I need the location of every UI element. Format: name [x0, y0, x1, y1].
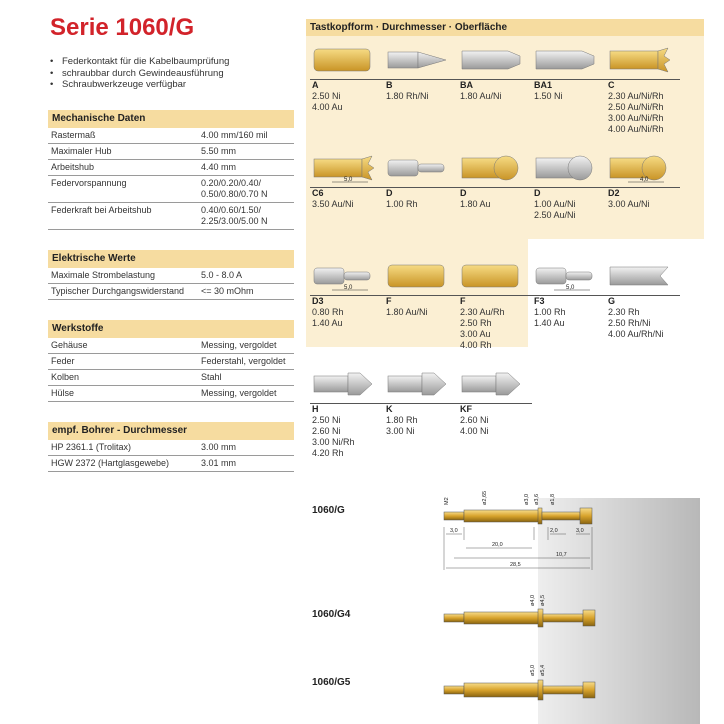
table-row — [48, 338, 294, 354]
tip-shape-label: F — [384, 295, 458, 307]
table-row — [48, 456, 294, 472]
row-value: Federstahl, vergoldet — [201, 356, 286, 366]
feature-item: • schraubbar durch Gewindeausführung — [50, 68, 229, 80]
table-row — [48, 440, 294, 456]
row-key: Rastermaß — [51, 130, 96, 140]
tip-shape-cell — [532, 151, 606, 221]
tip-shape-cell — [458, 43, 532, 102]
table-row — [48, 370, 294, 386]
row-key: HP 2361.1 (Trolitax) — [51, 442, 132, 452]
table-row — [48, 160, 294, 176]
section-heading: Werkstoffe — [48, 320, 294, 338]
tip-shape-icon — [606, 151, 676, 185]
row-value: 3.00 mm — [201, 442, 237, 452]
electrical-values-section — [48, 250, 294, 300]
dim-label: ø4,0 — [530, 594, 536, 606]
tip-panel-heading: Tastkopfform · Durchmesser · Oberfläche — [306, 19, 704, 36]
row-key: Federvorspannung — [51, 178, 127, 188]
tip-shape-label: D3 — [310, 295, 384, 307]
tip-shape-label: C6 — [310, 187, 384, 199]
row-key: HGW 2372 (Hartglasgewebe) — [51, 458, 170, 468]
tip-shape-icon — [310, 259, 380, 293]
model-label: 1060/G4 — [312, 609, 351, 620]
dim-label: 3,0 — [576, 528, 584, 534]
dim-label: ø1,8 — [550, 493, 556, 505]
tip-shape-label: H — [310, 403, 384, 415]
tip-shape-cell — [384, 259, 458, 318]
table-row — [48, 284, 294, 300]
row-value: 4.40 mm — [201, 162, 237, 172]
dim-label: 5,0 — [344, 177, 353, 183]
tip-shape-values: 1.80 Rh/Ni — [386, 91, 429, 101]
dim-label: 20,0 — [492, 542, 503, 548]
tip-shape-icon — [384, 151, 454, 185]
dim-label: 3,0 — [450, 528, 458, 534]
section-heading: Mechanische Daten — [48, 110, 294, 128]
tip-shape-icon — [384, 43, 454, 77]
row-value: 4.00 mm/160 mil — [201, 130, 268, 140]
dim-label: ø3,0 — [524, 493, 530, 505]
tip-shape-values: 2.30 Au/Rh 2.50 Rh 3.00 Au 4.00 Rh — [460, 307, 505, 350]
tip-shape-cell — [384, 43, 458, 102]
tip-shape-icon — [606, 259, 676, 293]
row-key: Maximaler Hub — [51, 146, 112, 156]
feature-item: • Schraubwerkzeuge verfügbar — [50, 79, 229, 91]
tip-shape-values: 1.80 Rh 3.00 Ni — [386, 415, 418, 436]
tip-shape-label: KF — [458, 403, 532, 415]
dim-label: M2 — [444, 497, 450, 505]
table-row — [48, 128, 294, 144]
dim-label: ø3,6 — [534, 493, 540, 505]
model-label: 1060/G5 — [312, 677, 351, 688]
tip-shape-values: 1.00 Rh — [386, 199, 418, 209]
table-row — [48, 354, 294, 370]
tip-shape-values: 3.50 Au/Ni — [312, 199, 354, 209]
tip-shape-icon — [458, 151, 528, 185]
row-key: Typischer Durchgangswiderstand — [51, 286, 185, 296]
tip-shape-icon — [532, 151, 602, 185]
tip-shape-icon — [532, 259, 602, 293]
row-key: Feder — [51, 356, 75, 366]
tip-shape-label: D2 — [606, 187, 680, 199]
dim-label: ø4,5 — [540, 594, 546, 606]
table-row — [48, 176, 294, 203]
tip-shape-values: 1.00 Au/Ni 2.50 Au/Ni — [534, 199, 576, 220]
tip-shape-icon — [310, 367, 380, 401]
tip-shape-label: C — [606, 79, 680, 91]
dim-label: 4,0 — [640, 177, 649, 183]
tip-shape-values: 1.80 Au/Ni — [460, 91, 502, 101]
table-row — [48, 386, 294, 402]
row-key: Kolben — [51, 372, 80, 382]
tip-shape-values: 2.50 Ni 4.00 Au — [312, 91, 343, 112]
tip-shape-values: 2.30 Au/Ni/Rh 2.50 Au/Ni/Rh 3.00 Au/Ni/Rh 4.00 Au/Ni/Rh — [608, 91, 664, 134]
drill-diameter-section — [48, 422, 294, 472]
tip-shape-icon — [458, 259, 528, 293]
dim-label: ø5,4 — [540, 664, 546, 676]
tip-shape-cell — [310, 151, 384, 210]
row-key: Hülse — [51, 388, 75, 398]
dim-label: 5,0 — [566, 285, 575, 291]
tip-shape-cell — [606, 259, 680, 340]
section-heading: Elektrische Werte — [48, 250, 294, 268]
tip-shape-values: 2.50 Ni 2.60 Ni 3.00 Ni/Rh 4.20 Rh — [312, 415, 355, 458]
tip-shape-label: D — [384, 187, 458, 199]
dim-label: ø2,65 — [482, 490, 488, 505]
row-value: <= 30 mOhm — [201, 286, 254, 296]
page-title: Serie 1060/G — [50, 14, 195, 41]
tip-shape-cell — [532, 43, 606, 102]
row-value: Stahl — [201, 372, 222, 382]
tip-shape-label: G — [606, 295, 680, 307]
row-value: Messing, vergoldet — [201, 340, 277, 350]
dim-label: ø5,0 — [530, 664, 536, 676]
tip-shapes-panel — [306, 19, 704, 458]
feature-list — [50, 56, 229, 91]
tip-shape-values: 1.00 Rh 1.40 Au — [534, 307, 566, 328]
tip-shape-icon — [310, 151, 380, 185]
tip-shape-values: 1.80 Au — [460, 199, 491, 209]
tip-shape-cell — [458, 151, 532, 210]
tip-shape-cell — [310, 259, 384, 329]
tip-shape-icon — [384, 259, 454, 293]
row-value: 3.01 mm — [201, 458, 237, 468]
row-value: 5.0 - 8.0 A — [201, 270, 243, 280]
row-key: Arbeitshub — [51, 162, 95, 172]
materials-section — [48, 320, 294, 402]
tip-shape-values: 2.30 Rh 2.50 Rh/Ni 4.00 Au/Rh/Ni — [608, 307, 664, 339]
tip-shape-values: 1.50 Ni — [534, 91, 563, 101]
tip-shape-cell — [606, 151, 680, 210]
tip-shape-values: 3.00 Au/Ni — [608, 199, 650, 209]
row-value: 5.50 mm — [201, 146, 237, 156]
row-value: 0.40/0.60/1.50/ 2.25/3.00/5.00 N — [201, 205, 268, 226]
tip-shape-icon — [310, 43, 380, 77]
tip-shape-cell — [606, 43, 680, 135]
table-row — [48, 203, 294, 230]
table-row — [48, 268, 294, 284]
tip-shape-values: 0.80 Rh 1.40 Au — [312, 307, 344, 328]
tip-shape-label: BA1 — [532, 79, 606, 91]
tip-shape-cell — [384, 151, 458, 210]
tip-shape-label: D — [532, 187, 606, 199]
row-key: Federkraft bei Arbeitshub — [51, 205, 152, 215]
tip-shape-icon — [606, 43, 676, 77]
tip-shape-cell — [458, 367, 532, 437]
table-row — [48, 144, 294, 160]
tip-shape-values: 1.80 Au/Ni — [386, 307, 428, 317]
row-value: Messing, vergoldet — [201, 388, 277, 398]
tip-shape-cell — [458, 259, 532, 351]
tip-shape-cell — [384, 367, 458, 437]
tip-shape-icon — [384, 367, 454, 401]
tip-shape-label: A — [310, 79, 384, 91]
tip-shape-label: D — [458, 187, 532, 199]
tip-shape-values: 2.60 Ni 4.00 Ni — [460, 415, 489, 436]
dim-label: 10,7 — [556, 552, 567, 558]
tip-shape-label: B — [384, 79, 458, 91]
tip-shape-label: F3 — [532, 295, 606, 307]
mechanical-data-section — [48, 110, 294, 230]
tip-shape-icon — [532, 43, 602, 77]
row-value: 0.20/0.20/0.40/ 0.50/0.80/0.70 N — [201, 178, 268, 199]
tip-shape-label: F — [458, 295, 532, 307]
dim-label: 28,5 — [510, 562, 521, 568]
feature-item: • Federkontakt für die Kabelbaumprüfung — [50, 56, 229, 68]
tip-shape-icon — [458, 367, 528, 401]
dim-label: 5,0 — [344, 285, 353, 291]
tip-shape-cell — [310, 43, 384, 113]
tip-shape-cell — [310, 367, 384, 459]
tip-shape-cell — [532, 259, 606, 329]
model-label: 1060/G — [312, 505, 345, 516]
section-heading: empf. Bohrer - Durchmesser — [48, 422, 294, 440]
dim-label: 2,0 — [550, 528, 558, 534]
tip-shape-label: BA — [458, 79, 532, 91]
row-key: Gehäuse — [51, 340, 88, 350]
row-key: Maximale Strombelastung — [51, 270, 156, 280]
technical-drawing — [430, 470, 700, 724]
tip-shape-icon — [458, 43, 528, 77]
tip-shape-label: K — [384, 403, 458, 415]
